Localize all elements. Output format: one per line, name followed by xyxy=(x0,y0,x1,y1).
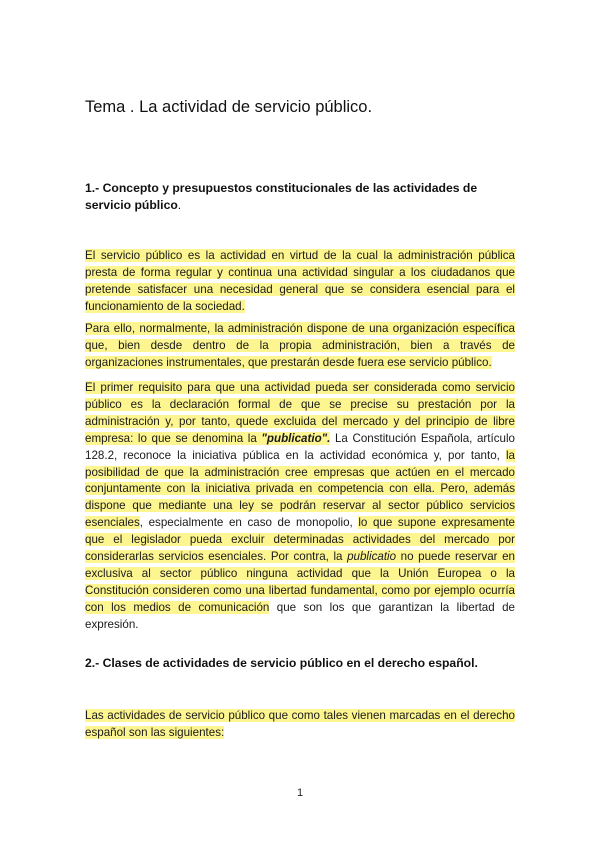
highlight-empresas: la posibilidad de que la administración cree empresas que actúen en el mercado conjuntamente con la iniciativa privada en competencia con ella. Pero, xyxy=(85,448,515,496)
highlight-servicios-esenciales: además dispone que mediante una ley se podrán reservar al sector público servicios esenciales xyxy=(85,482,515,530)
section-1-heading-tail: . xyxy=(177,197,182,212)
document-title: Tema . La actividad de servicio público. xyxy=(85,98,373,116)
highlight-definition: El servicio público es la actividad en virtud de la cual la administración pública presta de forma regular y continua una actividad singular a los ciudadanos que pretende satisfacer una necesidad general que se considera esencial para el funcionamiento de la sociedad. xyxy=(85,249,515,313)
page-number: 1 xyxy=(296,787,304,799)
publicatio-italic: publicatio xyxy=(347,550,397,564)
section-1-heading xyxy=(85,180,515,213)
highlight-union-europea: no puede reservar en exclusiva al sector público ninguna actividad que la Unión Europea o la Constitución consideren como una libertad fundamental, como por ejemplo ocurría con los medios de comunicación xyxy=(85,550,515,614)
text-monopolio: , especialmente en caso de monopolio, xyxy=(139,516,359,530)
paragraph-definition xyxy=(85,248,515,316)
text-libertad-expresion: que son los que garantizan la libertad de expresión. xyxy=(85,600,515,631)
highlight-clases: Las actividades de servicio público que como tales vienen marcadas en el derecho español son las siguientes: xyxy=(85,709,515,739)
section-2-heading: 2.- Clases de actividades de servicio público en el derecho español. xyxy=(85,656,478,670)
highlight-organization-a: Para ello, normalmente, la administración dispone de una organización específica que, xyxy=(85,322,515,352)
paragraph-publicatio xyxy=(85,380,515,634)
section-1-heading-text: 1.- Concepto y presupuestos constitucionales de las actividades de servicio público xyxy=(85,181,478,212)
highlight-organization-b: bien desde dentro de la propia administración, bien a través de organizaciones instrumentales, que prestarán desde fuera ese servicio público. xyxy=(85,338,515,369)
highlight-legislador: lo que supone expresamente que el legislador pueda excluir determinadas actividades del mercado por considerarlas servicios esenciales. Por contra, la xyxy=(85,516,515,564)
publicatio-term: "publicatio". xyxy=(261,431,331,445)
paragraph-organization xyxy=(85,321,515,372)
paragraph-clases xyxy=(85,708,515,742)
text-constitucion: La Constitución Española, artículo 128.2, reconoce la iniciativa pública en la actividad económica y, por tanto, xyxy=(85,431,515,462)
highlight-requisito: El primer requisito para que una actividad pueda ser considerada como servicio público es la declaración formal de que se precise su prestación por la administración y, por tanto, quede excluida del mercado y del principio de libre empresa: lo que se denomina la xyxy=(85,381,515,445)
